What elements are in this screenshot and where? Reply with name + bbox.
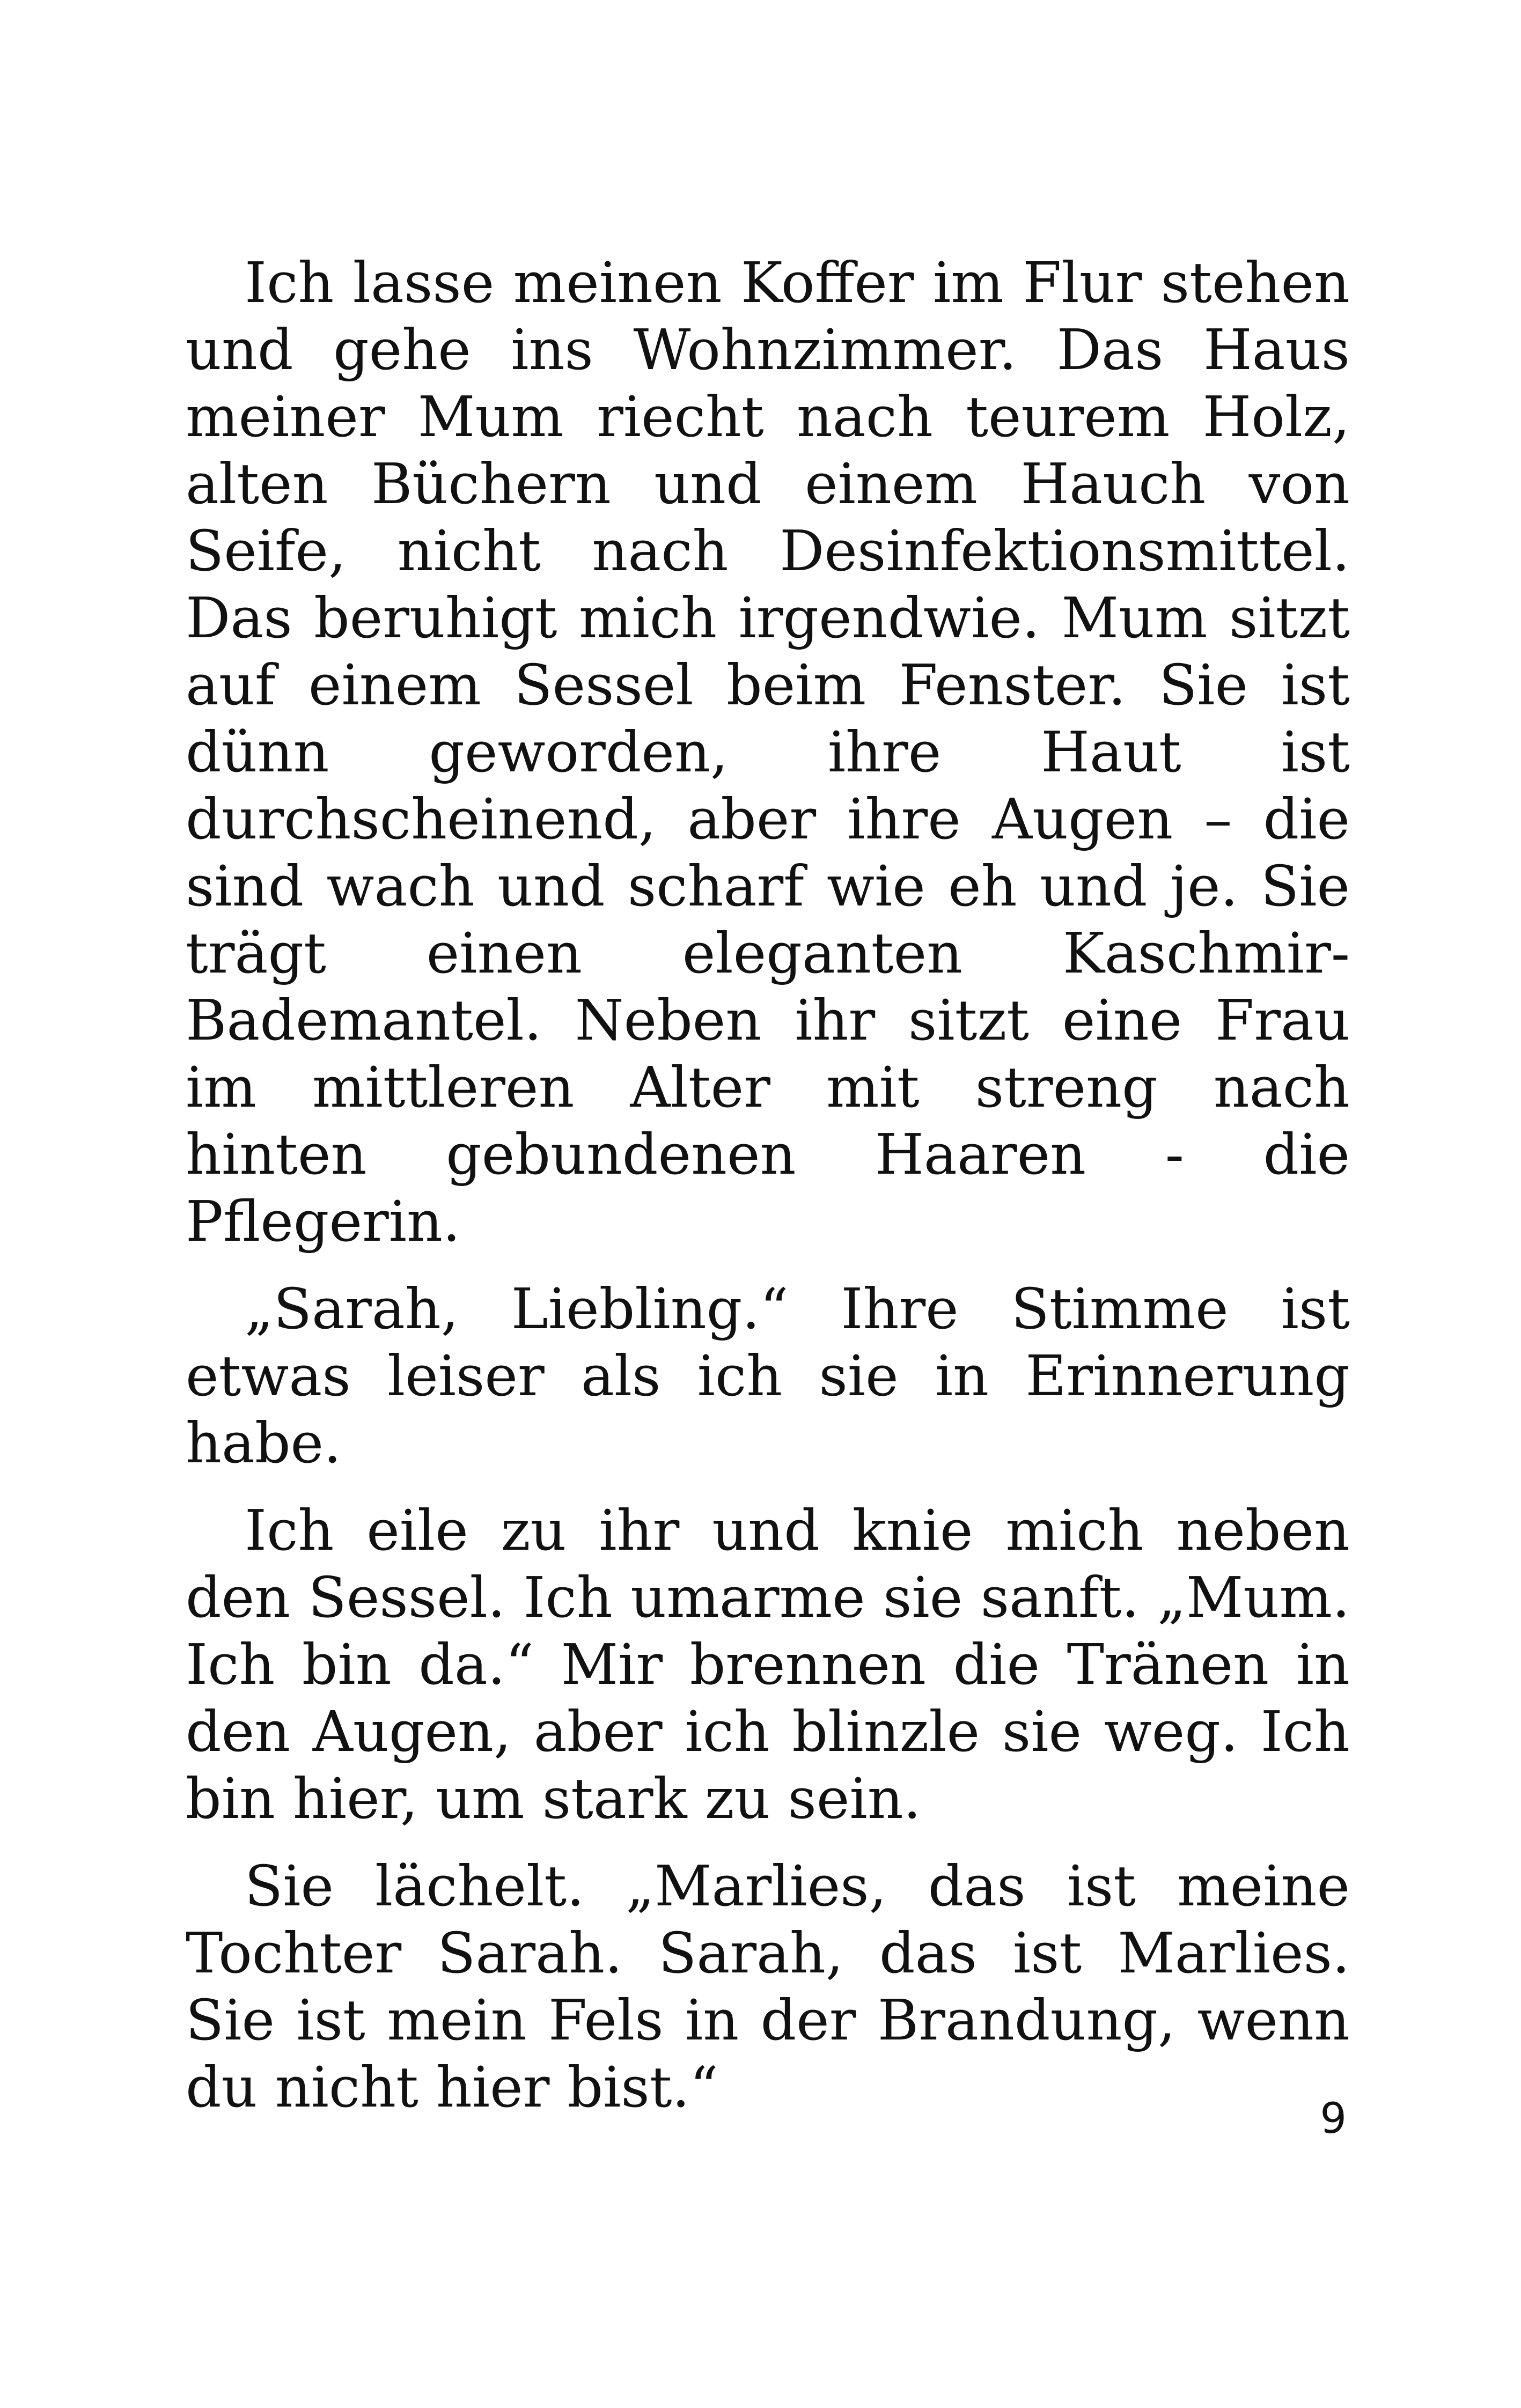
paragraph-3: Ich eile zu ihr und knie mich neben den Sessel. Ich umarme sie sanft. „Mum. Ich bin da.“ Mir brennen die Tränen in den Augen, aber ich blinzle sie weg. Ich bin hier, um stark zu sein. (186, 1498, 1350, 1831)
paragraph-4: Sie lächelt. „Marlies, das ist meine Tochter Sarah. Sarah, das ist Marlies. Sie ist mein Fels in der Brandung, wenn du nicht hier bist.“ (186, 1853, 1350, 2120)
page-number: 9 (1320, 2095, 1347, 2143)
paragraph-1: Ich lasse meinen Koffer im Flur stehen und gehe ins Wohnzimmer. Das Haus meiner Mum riecht nach teurem Holz, alten Büchern und einem Hauch von Seife, nicht nach Desinfektionsmittel. Das beruhigt mich irgendwie. Mum sitzt auf einem Sessel beim Fenster. Sie ist dünn geworden, ihre Haut ist durchscheinend, aber ihre Augen – die sind wach und scharf wie eh und je. Sie trägt einen eleganten Kaschmir-Bademantel. Neben ihr sitzt eine Frau im mittleren Alter mit streng nach hinten gebundenen Haaren - die Pflegerin. (186, 250, 1350, 1254)
body-text (186, 249, 1350, 2141)
paragraph-2: „Sarah, Liebling.“ Ihre Stimme ist etwas leiser als ich sie in Erinnerung habe. (186, 1276, 1350, 1476)
